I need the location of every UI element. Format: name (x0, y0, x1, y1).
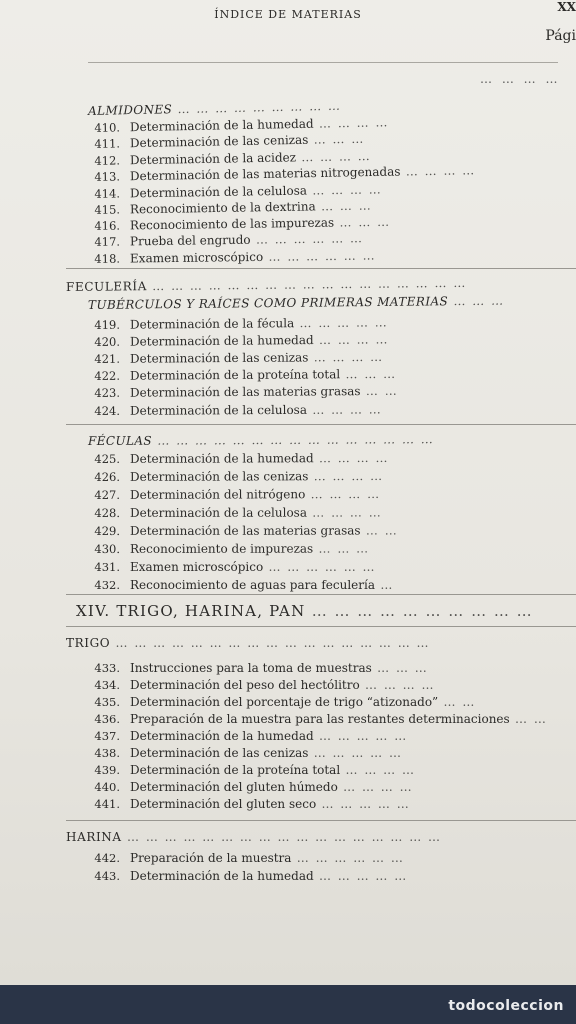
section-rule (66, 268, 576, 269)
toc-entry-number: 422. (94, 368, 121, 383)
toc-entry-text: Determinación del gluten húmedo (130, 780, 338, 794)
toc-entry-number: 420. (94, 334, 121, 349)
section-heading (88, 294, 505, 313)
toc-entry-number: 433. (94, 661, 120, 675)
toc-entry-text: Determinación de la humedad (130, 729, 314, 743)
toc-entry-text: Examen microscópico (129, 249, 264, 266)
dot-leader: … … … … … … … … … … … … … … … … … (110, 636, 431, 650)
toc-entry (88, 763, 415, 778)
toc-entry-text: Determinación de la proteína total (130, 763, 341, 777)
toc-entry (88, 797, 410, 812)
section-title: TUBÉRCULOS Y RAÍCES COMO PRIMERAS MATERIAS (87, 294, 449, 312)
dot-leader: … … … … … … … … … … (305, 602, 534, 620)
toc-entry (88, 661, 428, 676)
section-title: TRIGO (66, 636, 111, 650)
toc-entry-text: Reconocimiento de la dextrina (129, 199, 316, 217)
dot-leader: … … … … (305, 486, 381, 502)
dot-leader: … … … … (340, 763, 416, 777)
toc-entry-text: Instrucciones para la toma de muestras (130, 661, 372, 675)
toc-entry (88, 367, 397, 384)
toc-entry-text: Determinación de las cenizas (129, 132, 309, 151)
toc-entry-text: Determinación de la humedad (130, 869, 314, 883)
dot-leader: … … … (308, 131, 365, 147)
toc-entry-number: 418. (94, 251, 121, 266)
toc-entry (88, 315, 388, 333)
toc-entry (88, 523, 398, 539)
toc-entry (88, 695, 476, 710)
toc-entry-text: Preparación de la muestra (130, 851, 292, 865)
chapter-heading (76, 604, 533, 619)
dot-leader: … … … … (295, 149, 372, 165)
toc-entry (88, 350, 384, 367)
dot-leader: … … (438, 695, 476, 709)
toc-entry (88, 851, 404, 866)
dot-leader: … … … … (306, 505, 383, 520)
toc-entry-number: 423. (94, 385, 121, 400)
toc-entry-number: 415. (94, 202, 121, 217)
dot-leader: … … … … (306, 402, 383, 417)
toc-entry (88, 248, 376, 267)
dot-leader: … … … (340, 366, 397, 382)
dot-leader: … … … … (313, 450, 389, 466)
toc-entry-text: Determinación de las cenizas (129, 469, 309, 484)
dot-leader: … … … … … (316, 797, 411, 811)
toc-entry-text: Determinación de las materias nitrogenadas (129, 164, 401, 184)
dot-leader: … … … … (337, 780, 414, 794)
toc-entry-number: 441. (94, 797, 120, 811)
section-title: ALMIDONES (87, 102, 173, 118)
toc-entry-text: Determinación del gluten seco (130, 797, 317, 811)
toc-entry-number: 437. (94, 729, 120, 743)
dot-leader: … … (360, 383, 399, 399)
toc-entry-text: Determinación de la humedad (129, 451, 314, 466)
toc-entry-number: 421. (94, 351, 121, 366)
toc-entry-number: 435. (94, 695, 120, 709)
toc-entry-number: 416. (94, 218, 121, 233)
toc-entry-number: 419. (94, 317, 121, 332)
toc-entry-text: Examen microscópico (130, 560, 264, 574)
toc-entry-text: Determinación de las cenizas (129, 350, 309, 366)
page-header-title: ÍNDICE DE MATERIAS (214, 8, 362, 21)
section-title: FECULERÍA (65, 279, 148, 294)
dot-leader: … … … (448, 293, 505, 309)
section-title: HARINA (66, 830, 122, 844)
section-heading (66, 830, 442, 845)
dot-leader: … … (360, 523, 399, 538)
page-column-label: Pági (545, 28, 576, 44)
toc-entry-text: Determinación de la fécula (129, 316, 295, 332)
dot-leader: … … … … … (308, 746, 403, 760)
toc-entry-text: Prueba del engrudo (129, 232, 251, 249)
dot-leader: … … … … … … (250, 231, 364, 247)
toc-entry-number: 438. (94, 746, 120, 760)
dot-leader: … … … … (306, 182, 383, 198)
toc-entry (88, 487, 381, 503)
toc-entry (88, 578, 394, 593)
dot-leader: … … … … … … … … … … … … … … … (152, 432, 435, 448)
toc-entry-number: 411. (94, 136, 121, 151)
dot-leader: … … … … … … (291, 851, 405, 865)
section-rule (66, 626, 576, 627)
toc-entry-number: 412. (94, 153, 121, 168)
dot-leader: … … … … (308, 468, 384, 484)
section-rule (66, 424, 576, 425)
dot-leader: … … … … … (294, 315, 389, 331)
toc-entry-number: 442. (94, 851, 120, 865)
toc-entry-text: Determinación de la celulosa (129, 402, 308, 418)
toc-entry-text: Reconocimiento de las impurezas (129, 215, 335, 233)
toc-entry-number: 417. (94, 234, 121, 249)
dot-leader: … … … … … (313, 869, 408, 883)
section-heading (88, 432, 434, 449)
toc-entry-number: 440. (94, 780, 120, 794)
toc-entry (88, 712, 547, 727)
toc-entry (88, 384, 398, 401)
toc-entry-number: 426. (94, 469, 121, 484)
toc-entry (88, 560, 376, 575)
toc-entry (88, 729, 408, 744)
dot-leader: … … … … (359, 678, 435, 692)
dot-leader: … … … … … … … … … (172, 98, 342, 117)
toc-entry-text: Determinación de la celulosa (129, 183, 308, 201)
toc-entry (88, 469, 384, 485)
toc-entry-number: 439. (94, 763, 120, 777)
toc-entry-number: 428. (94, 505, 121, 520)
toc-entry-number: 436. (94, 712, 120, 726)
toc-entry-number: 410. (94, 120, 121, 135)
toc-entry-text: Determinación del porcentaje de trigo “atizonado” (130, 695, 439, 709)
toc-entry (88, 332, 389, 350)
toc-entry-text: Determinación de las cenizas (130, 746, 309, 760)
dot-leader: … … … (334, 214, 391, 230)
toc-entry (88, 746, 402, 761)
section-title: FÉCULAS (87, 433, 153, 448)
toc-entry-number: 434. (94, 678, 120, 692)
toc-entry-text: Determinación del peso del hectólitro (130, 678, 360, 692)
dot-leader: … … … … … … (263, 248, 377, 264)
dot-leader: … (375, 578, 394, 592)
toc-entry (88, 505, 382, 521)
toc-entry (88, 402, 382, 419)
toc-entry-number: 431. (94, 560, 120, 574)
dot-leader: … … … … … … … … … … … … … … … … … (121, 830, 442, 844)
section-rule (66, 594, 576, 595)
toc-entry-number: 414. (94, 186, 121, 201)
dot-leader: … … … (313, 541, 370, 556)
toc-entry-number: 413. (94, 169, 121, 184)
dot-leader: … … … (315, 198, 373, 214)
toc-entry-number: 424. (94, 403, 121, 418)
toc-entry-number: 425. (94, 451, 121, 466)
chapter-title: XIV. TRIGO, HARINA, PAN (76, 602, 306, 620)
watermark-logo: todocoleccion (448, 998, 564, 1014)
toc-entry-text: Determinación de las materias grasas (129, 384, 361, 400)
dot-leader: … … … (371, 661, 429, 675)
toc-entry (88, 451, 389, 467)
dot-leader: … … (509, 712, 548, 726)
toc-entry-number: 427. (94, 487, 121, 502)
section-rule (66, 820, 576, 821)
section-heading (66, 276, 467, 295)
section-heading (66, 636, 430, 651)
toc-entry-text: Determinación de la acidez (129, 150, 297, 168)
toc-entry-text: Determinación de la humedad (129, 333, 314, 349)
dot-leader: … … … … (313, 115, 390, 131)
dot-leader: … … … … (400, 163, 476, 179)
toc-entry (88, 869, 408, 884)
toc-entry-text: Determinación de las materias grasas (129, 523, 361, 538)
dot-leader: … … … … … … (263, 560, 377, 574)
toc-entry-text: Reconocimiento de aguas para feculería (130, 578, 375, 592)
toc-entry-text: Preparación de la muestra para las restantes determinaciones (130, 712, 510, 726)
dot-leader: … … … … … (313, 729, 408, 743)
toc-entry (88, 678, 435, 693)
header-dot-leader: … … … … (480, 72, 561, 86)
page-header-corner: XX (557, 0, 576, 14)
dot-leader: … … … … (308, 349, 384, 365)
dot-leader: … … … … (313, 332, 389, 348)
toc-entry-number: 432. (94, 578, 120, 592)
toc-entry-text: Determinación del nitrógeno (129, 487, 306, 502)
toc-entry-number: 429. (94, 523, 121, 538)
toc-entry-text: Reconocimiento de impurezas (129, 541, 314, 556)
toc-entry (88, 780, 413, 795)
toc-entry-number: 443. (94, 869, 120, 883)
toc-entry-number: 430. (94, 541, 121, 556)
toc-entry-text: Determinación de la celulosa (129, 505, 307, 520)
toc-entry-text: Determinación de la humedad (129, 116, 314, 135)
toc-entry-text: Determinación de la proteína total (129, 367, 341, 383)
toc-entry (88, 231, 364, 250)
toc-entry (88, 542, 370, 557)
dot-leader: … … … … … … … … … … … … … … … … … (146, 275, 467, 294)
